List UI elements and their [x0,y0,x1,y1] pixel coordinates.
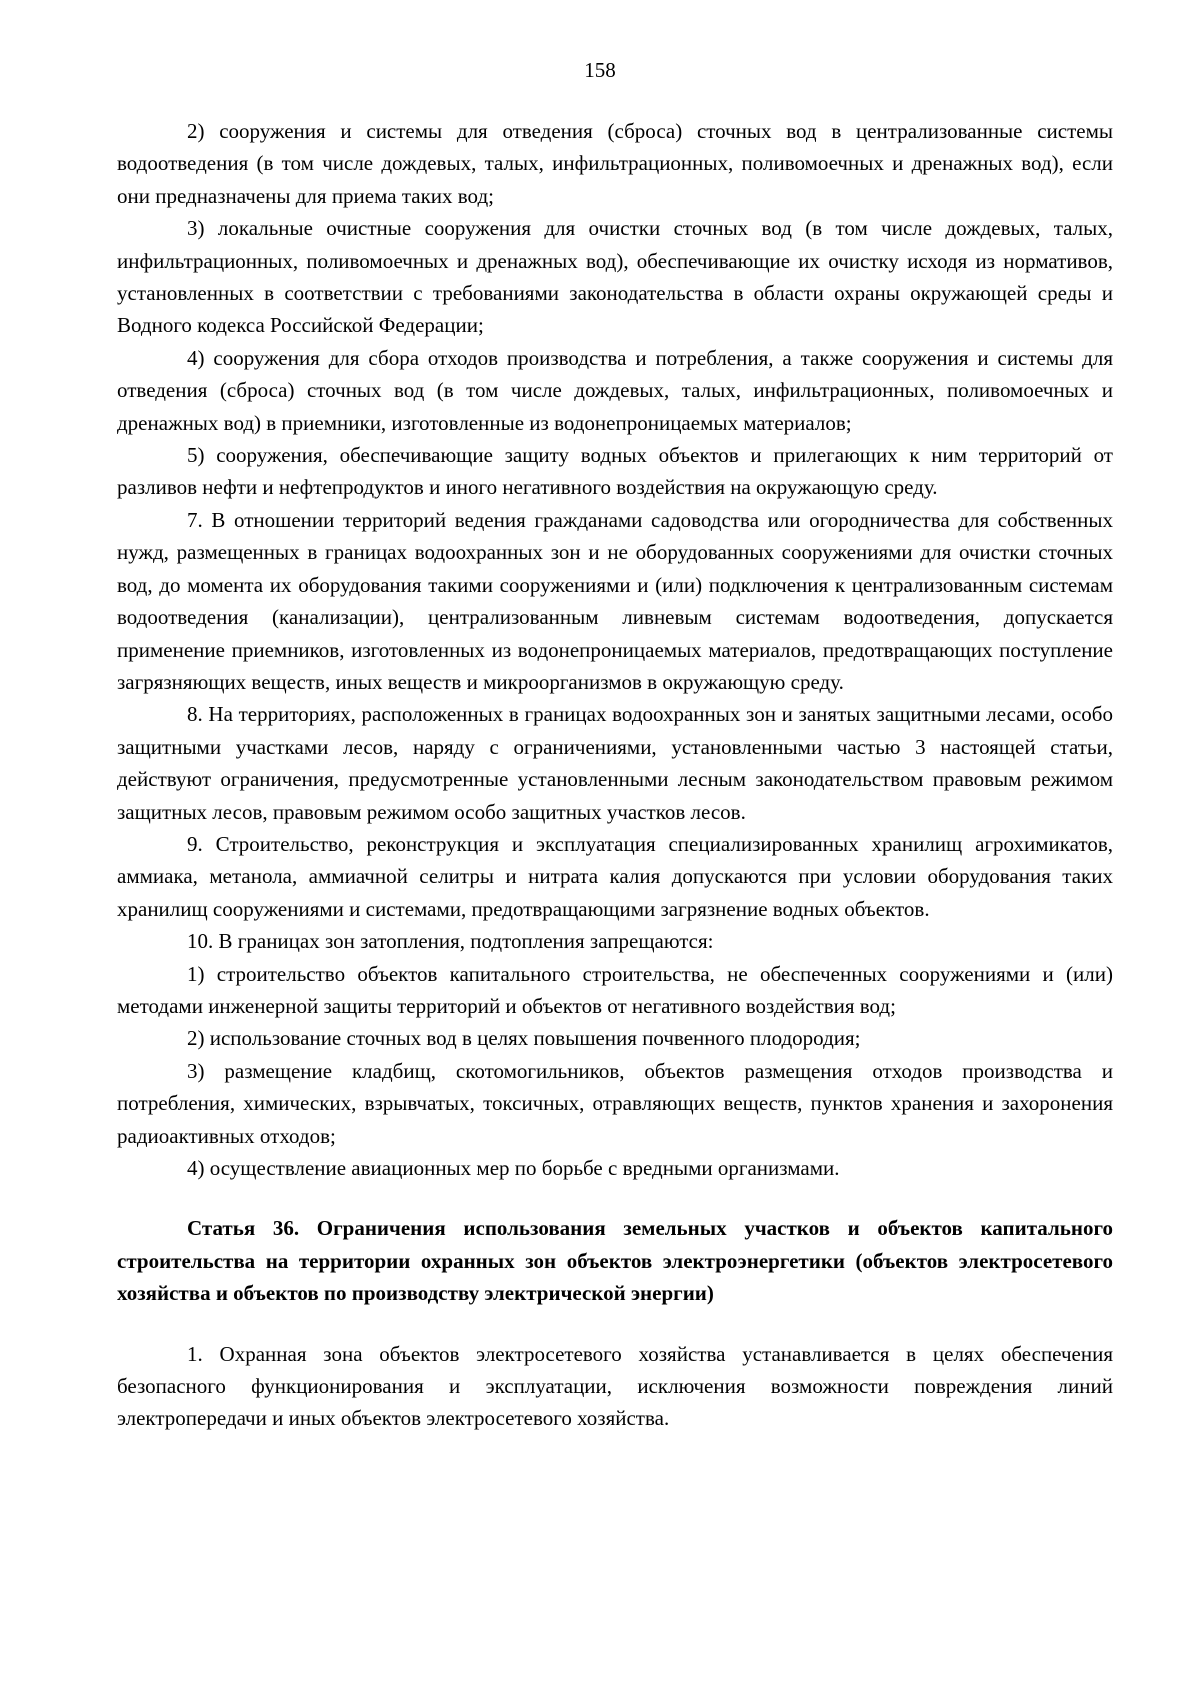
article-paragraph: 1. Охранная зона объектов электросетевого хозяйства устанавливается в целях обеспечения безопасного функционирования и эксплуатации, исключения возможности повреждения линий электропередачи и иных объектов электросетевого хозяйства. [117,1341,1113,1431]
paragraph: 8. На территориях, расположенных в границах водоохранных зон и занятых защитными лесами, особо защитными участками лесов, наряду с ограничениями, установленными частью 3 настоящей статьи, действуют ограничения, предусмотренные установленными лесным законодательством правовым режимом защитных лесов, правовым режимом особо защитных участков лесов. [117,702,1113,824]
paragraph: 4) осуществление авиационных мер по борьбе с вредными организмами. [187,1156,840,1180]
paragraph: 5) сооружения, обеспечивающие защиту водных объектов и прилегающих к ним территорий от разливов нефти и нефтепродуктов и иного негативного воздействия на окружающую среду. [117,443,1113,500]
paragraph: 7. В отношении территорий ведения гражданами садоводства или огородничества для собственных нужд, размещенных в границах водоохранных зон и не оборудованных сооружениями для очистки сточных вод, до момента их оборудования такими сооружениями и (или) подключения к централизованным системам водоотведения (канализации), централизованным ливневым системам водоотведения, допускается применение приемников, изготовленных из водонепроницаемых материалов, предотвращающих поступление загрязняющих веществ, иных веществ и микроорганизмов в окружающую среду. [117,507,1113,694]
paragraph: 2) использование сточных вод в целях повышения почвенного плодородия; [187,1026,861,1051]
document-body [117,115,1113,1435]
paragraph: 10. В границах зон затопления, подтопления запрещаются: [187,929,714,954]
paragraph: 2) сооружения и системы для отведения (сброса) сточных вод в централизованные системы водоотведения (в том числе дождевых, талых, инфильтрационных, поливомоечных и дренажных вод), если они предназначены для приема таких вод; [117,119,1113,208]
paragraph: 9. Строительство, реконструкция и эксплуатация специализированных хранилищ агрохимикатов, аммиака, метанола, аммиачной селитры и нитрата калия допускаются при условии оборудования таких хранилищ сооружениями и системами, предотвращающими загрязнение водных объектов. [117,831,1113,921]
page-number: 158 [584,58,616,82]
paragraph: 4) сооружения для сбора отходов производства и потребления, а также сооружения и системы для отведения (сброса) сточных вод (в том числе дождевых, талых, инфильтрационных, поливомоечных и дренажных вод) в приемники, изготовленные из водонепроницаемых материалов; [117,345,1113,435]
paragraph: 3) размещение кладбищ, скотомогильников, объектов размещения отходов производства и потребления, химических, взрывчатых, токсичных, отравляющих веществ, пунктов хранения и захоронения радиоактивных отходов; [117,1058,1113,1148]
paragraph: 1) строительство объектов капитального строительства, не обеспеченных сооружениями и (или) методами инженерной защиты территорий и объектов от негативного воздействия вод; [117,961,1113,1018]
article-heading: Статья 36. Ограничения использования земельных участков и объектов капитального строительства на территории охранных зон объектов электроэнергетики (объектов электросетевого хозяйства и объектов по производству электрической энергии) [117,1216,1113,1306]
paragraph: 3) локальные очистные сооружения для очистки сточных вод (в том числе дождевых, талых, инфильтрационных, поливомоечных и дренажных вод), обеспечивающие их очистку исходя из нормативов, установленных в соответствии с требованиями законодательства в области охраны окружающей среды и Водного кодекса Российской Федерации; [117,216,1113,338]
